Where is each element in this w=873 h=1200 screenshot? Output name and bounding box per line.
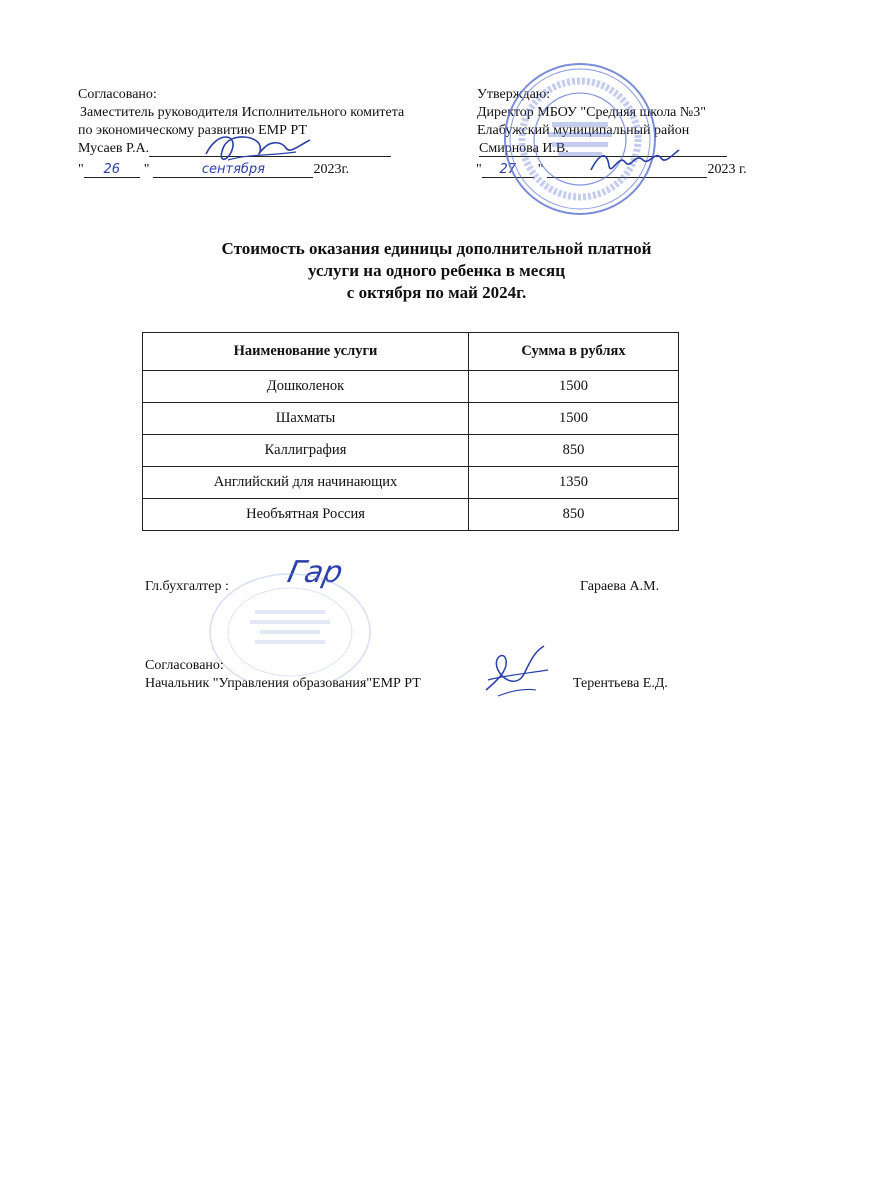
left-approval-name-line — [78, 141, 391, 157]
table-row — [143, 499, 679, 531]
service-name: Дошколенок — [143, 371, 469, 403]
right-date-day: 27 — [482, 162, 534, 178]
right-approval-date-line — [476, 162, 747, 178]
service-amount: 850 — [469, 499, 679, 531]
right-approval-heading: Утверждаю: — [477, 87, 551, 102]
bottom-approval-position: Начальник "Управления образования"ЕМР РТ — [145, 676, 421, 691]
bottom-signature-graphic — [478, 640, 558, 702]
service-amount: 1500 — [469, 403, 679, 435]
service-name: Необъятная Россия — [143, 499, 469, 531]
right-date-year: 2023 г. — [707, 162, 747, 177]
title-line-2: услуги на одного ребенка в месяц — [307, 261, 566, 280]
services-price-table — [142, 332, 679, 531]
left-approval-name: Мусаев Р.А. — [78, 141, 150, 156]
left-approval-position-1: Заместитель руководителя Исполнительного комитета — [80, 105, 405, 120]
quote-close: " — [143, 162, 150, 177]
quote-close: " — [537, 162, 544, 177]
left-approval-heading: Согласовано: — [78, 87, 157, 102]
left-date-year: 2023г. — [313, 162, 350, 177]
right-approval-name-line — [479, 141, 727, 157]
accountant-signature: Гар — [284, 555, 346, 590]
right-approval-name: Смирнова И.В. — [479, 141, 569, 156]
title-line-1: Стоимость оказания единицы дополнительной платной — [221, 239, 652, 258]
quote-open: " — [476, 162, 482, 177]
service-name: Шахматы — [143, 403, 469, 435]
quote-open: " — [78, 162, 84, 177]
header-amount: Сумма в рублях — [469, 333, 679, 371]
table-row — [143, 467, 679, 499]
right-approval-position-2: Елабужский муниципальный район — [477, 123, 690, 138]
document-title — [0, 238, 873, 304]
bottom-approval-heading: Согласовано: — [145, 658, 224, 673]
right-approval-position-1: Директор МБОУ "Средняя школа №3" — [477, 105, 706, 120]
school-seal-stamp — [500, 60, 660, 218]
service-name: Английский для начинающих — [143, 467, 469, 499]
service-amount: 1500 — [469, 371, 679, 403]
accountant-label: Гл.бухгалтер : — [145, 579, 229, 594]
table-header-row — [143, 333, 679, 371]
left-date-month: сентября — [153, 162, 313, 178]
table-row — [143, 403, 679, 435]
left-approval-date-line — [78, 162, 349, 178]
header-service-name: Наименование услуги — [143, 333, 469, 371]
left-approval-position-2: по экономическому развитию ЕМР РТ — [78, 123, 307, 138]
accountant-name: Гараева А.М. — [580, 579, 660, 594]
title-line-3: с октября по май 2024г. — [346, 283, 527, 302]
left-date-day: 26 — [84, 162, 140, 178]
table-row — [143, 371, 679, 403]
service-name: Каллиграфия — [143, 435, 469, 467]
table-row — [143, 435, 679, 467]
service-amount: 850 — [469, 435, 679, 467]
bottom-approval-name: Терентьева Е.Д. — [573, 676, 668, 691]
service-amount: 1350 — [469, 467, 679, 499]
